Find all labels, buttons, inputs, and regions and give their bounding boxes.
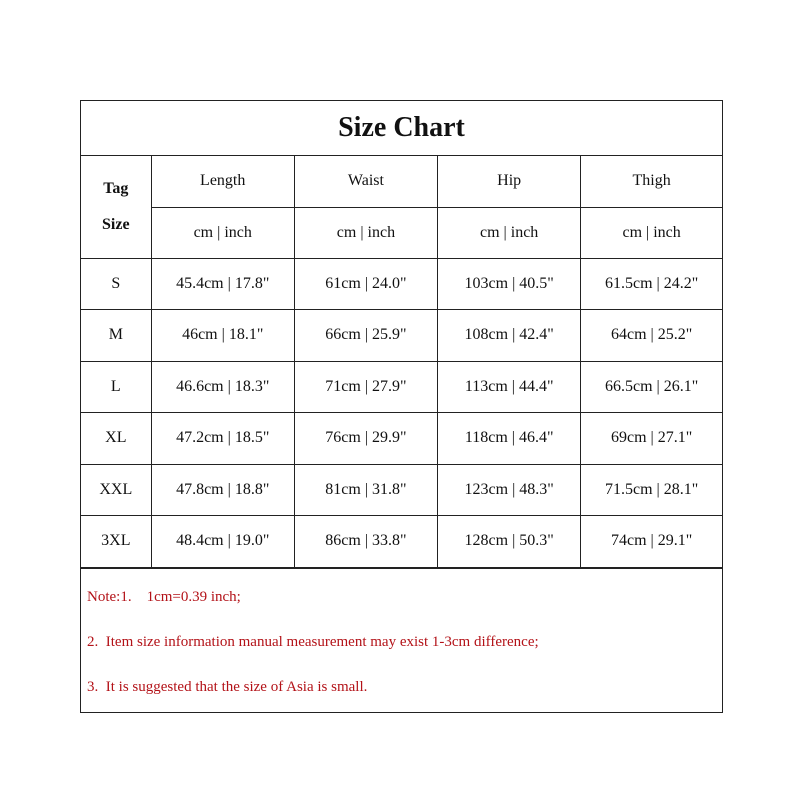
table-row bbox=[81, 464, 722, 516]
tag-size-header bbox=[81, 156, 151, 258]
note-1: Note:1. 1cm=0.39 inch; bbox=[87, 588, 241, 605]
size-table bbox=[81, 156, 722, 568]
table-row bbox=[81, 516, 722, 568]
thigh-cell: 64cm | 25.2" bbox=[581, 310, 722, 362]
unit-header-length: cm | inch bbox=[151, 207, 294, 258]
size-cell: L bbox=[81, 361, 151, 413]
length-cell: 47.2cm | 18.5" bbox=[151, 413, 294, 465]
length-cell: 47.8cm | 18.8" bbox=[151, 464, 294, 516]
hip-cell: 103cm | 40.5" bbox=[438, 258, 581, 310]
length-cell: 45.4cm | 17.8" bbox=[151, 258, 294, 310]
size-cell: S bbox=[81, 258, 151, 310]
thigh-cell: 61.5cm | 24.2" bbox=[581, 258, 722, 310]
table-row bbox=[81, 361, 722, 413]
waist-cell: 86cm | 33.8" bbox=[294, 516, 437, 568]
waist-cell: 71cm | 27.9" bbox=[294, 361, 437, 413]
unit-header-waist: cm | inch bbox=[294, 207, 437, 258]
waist-cell: 81cm | 31.8" bbox=[294, 464, 437, 516]
column-header-length: Length bbox=[151, 156, 294, 207]
size-cell: XXL bbox=[81, 464, 151, 516]
size-cell: M bbox=[81, 310, 151, 362]
header-row-measurements bbox=[81, 156, 722, 207]
waist-cell: 61cm | 24.0" bbox=[294, 258, 437, 310]
length-cell: 46.6cm | 18.3" bbox=[151, 361, 294, 413]
thigh-cell: 71.5cm | 28.1" bbox=[581, 464, 722, 516]
size-cell: XL bbox=[81, 413, 151, 465]
hip-cell: 113cm | 44.4" bbox=[438, 361, 581, 413]
table-row bbox=[81, 258, 722, 310]
note-3: 3. It is suggested that the size of Asia is small. bbox=[87, 678, 368, 695]
note-2: 2. Item size information manual measurement may exist 1-3cm difference; bbox=[87, 633, 539, 650]
length-cell: 46cm | 18.1" bbox=[151, 310, 294, 362]
notes-section bbox=[81, 568, 722, 712]
tag-label: Tag bbox=[103, 179, 129, 197]
table-row bbox=[81, 310, 722, 362]
unit-header-hip: cm | inch bbox=[438, 207, 581, 258]
waist-cell: 76cm | 29.9" bbox=[294, 413, 437, 465]
column-header-thigh: Thigh bbox=[581, 156, 722, 207]
header-row-units bbox=[81, 207, 722, 258]
hip-cell: 118cm | 46.4" bbox=[438, 413, 581, 465]
length-cell: 48.4cm | 19.0" bbox=[151, 516, 294, 568]
hip-cell: 108cm | 42.4" bbox=[438, 310, 581, 362]
thigh-cell: 66.5cm | 26.1" bbox=[581, 361, 722, 413]
column-header-hip: Hip bbox=[438, 156, 581, 207]
size-label: Size bbox=[102, 215, 130, 233]
table-row bbox=[81, 413, 722, 465]
hip-cell: 128cm | 50.3" bbox=[438, 516, 581, 568]
column-header-waist: Waist bbox=[294, 156, 437, 207]
hip-cell: 123cm | 48.3" bbox=[438, 464, 581, 516]
waist-cell: 66cm | 25.9" bbox=[294, 310, 437, 362]
chart-title: Size Chart bbox=[81, 101, 722, 156]
size-cell: 3XL bbox=[81, 516, 151, 568]
unit-header-thigh: cm | inch bbox=[581, 207, 722, 258]
size-chart bbox=[80, 100, 723, 713]
thigh-cell: 69cm | 27.1" bbox=[581, 413, 722, 465]
thigh-cell: 74cm | 29.1" bbox=[581, 516, 722, 568]
